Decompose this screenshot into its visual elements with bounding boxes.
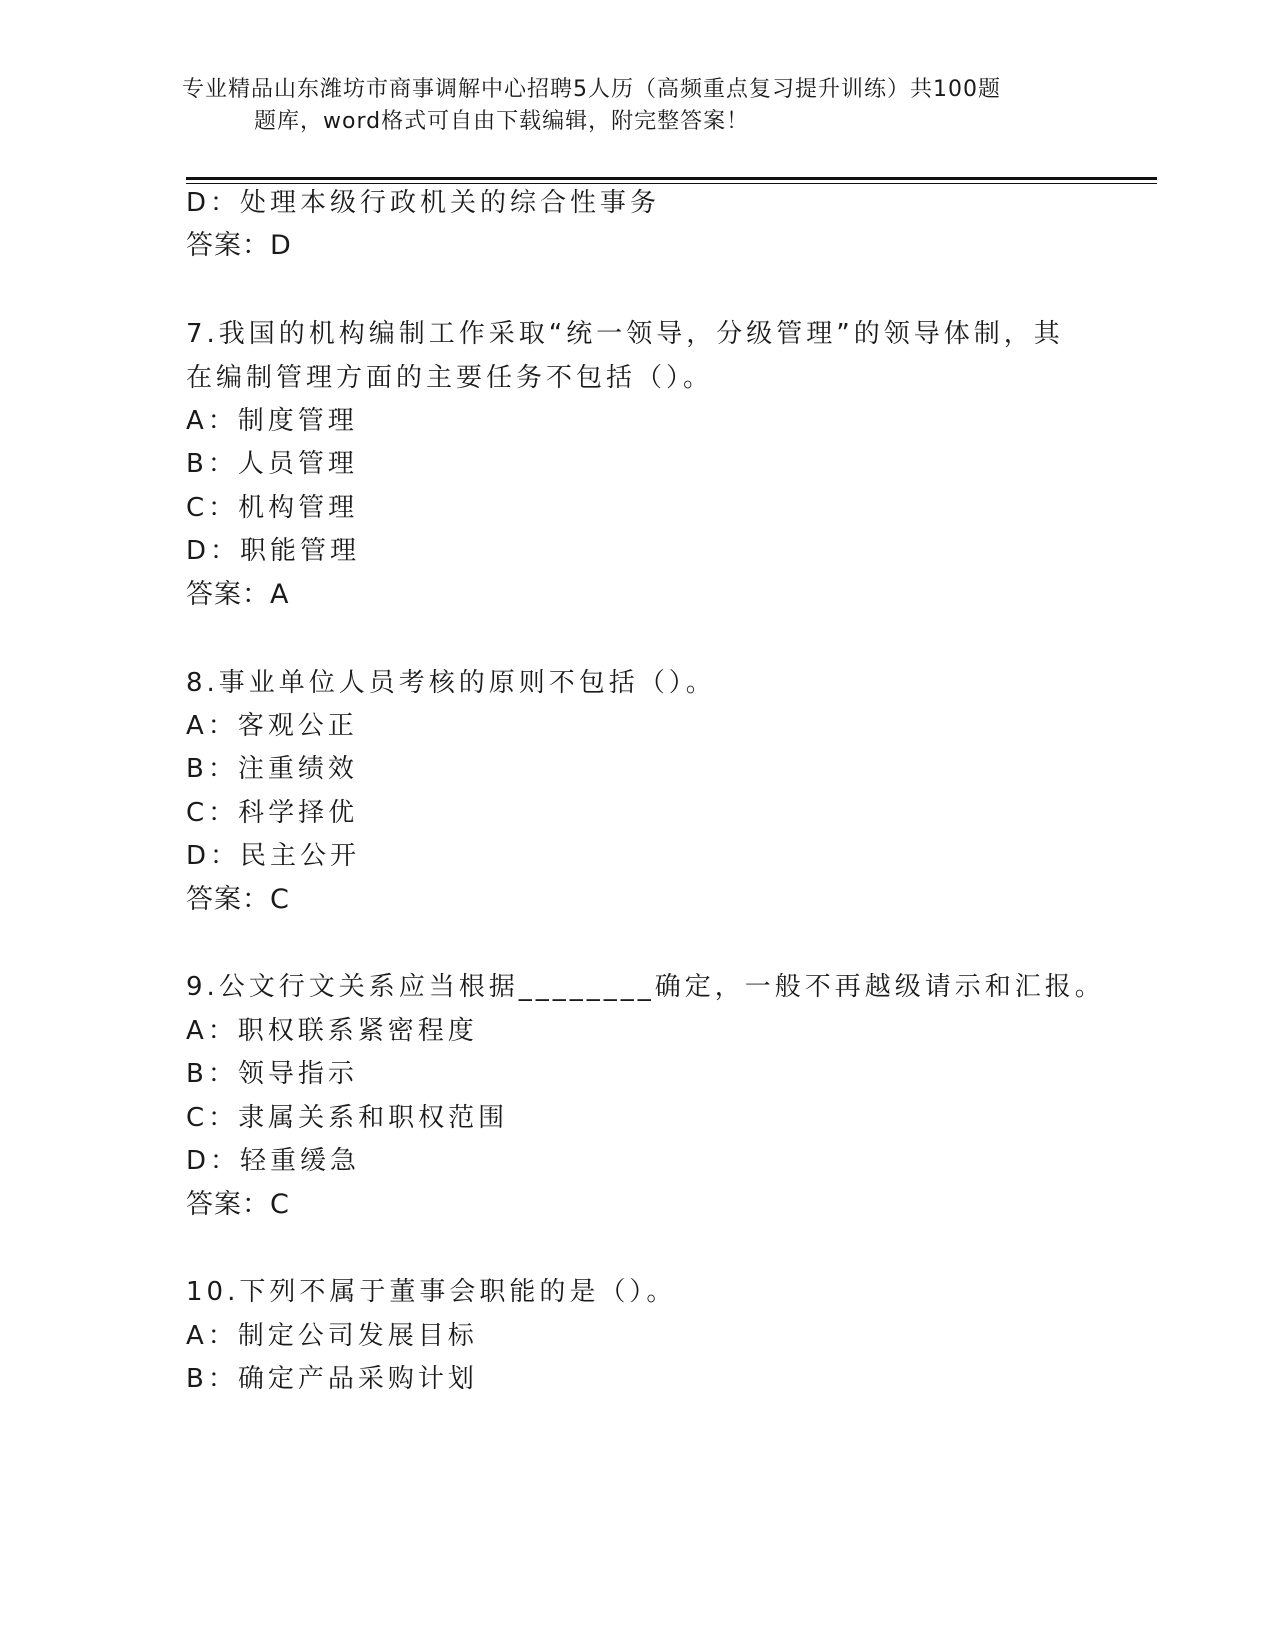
option-d-q9: D：轻重缓急 [186, 1146, 361, 1176]
option-a-q10: A：制定公司发展目标 [186, 1321, 478, 1351]
option-a-q8: A：客观公正 [186, 711, 358, 741]
option-c-q9: C：隶属关系和职权范围 [186, 1103, 509, 1133]
header-title-line-2: 题库，word格式可自由下载编辑，附完整答案！ [254, 109, 750, 134]
option-d-q8: D：民主公开 [186, 841, 361, 871]
question-9: 9.公文行文关系应当根据________确定，一般不再越级请示和汇报。 [186, 972, 1105, 1002]
option-b-q10: B：确定产品采购计划 [186, 1364, 478, 1394]
option-b-q8: B：注重绩效 [186, 754, 358, 784]
answer-q8: 答案：C [186, 884, 290, 915]
option-a-q7: A：制度管理 [186, 406, 358, 436]
option-c-q8: C：科学择优 [186, 798, 359, 828]
question-10: 10.下列不属于董事会职能的是（）。 [186, 1277, 677, 1307]
option-b-q9: B：领导指示 [186, 1059, 358, 1089]
question-7-line-1: 7.我国的机构编制工作采取“统一领导，分级管理”的领导体制，其 [186, 319, 1064, 349]
question-8: 8.事业单位人员考核的原则不包括（）。 [186, 668, 716, 698]
answer-q6: 答案：D [186, 230, 292, 261]
option-d-q6: D：处理本级行政机关的综合性事务 [186, 188, 661, 218]
answer-q7: 答案：A [186, 579, 290, 610]
question-7-line-2: 在编制管理方面的主要任务不包括（）。 [186, 363, 714, 393]
option-c-q7: C：机构管理 [186, 493, 359, 523]
header-divider-thick [186, 177, 1157, 180]
option-d-q7: D：职能管理 [186, 536, 361, 566]
document-header [182, 74, 1112, 138]
option-b-q7: B：人员管理 [186, 449, 358, 479]
header-title-line-1: 专业精品山东潍坊市商事调解中心招聘5人历（高频重点复习提升训练）共100题 [182, 77, 1001, 102]
answer-q9: 答案：C [186, 1189, 290, 1220]
option-a-q9: A：职权联系紧密程度 [186, 1016, 478, 1046]
header-divider-thin [186, 183, 1157, 184]
